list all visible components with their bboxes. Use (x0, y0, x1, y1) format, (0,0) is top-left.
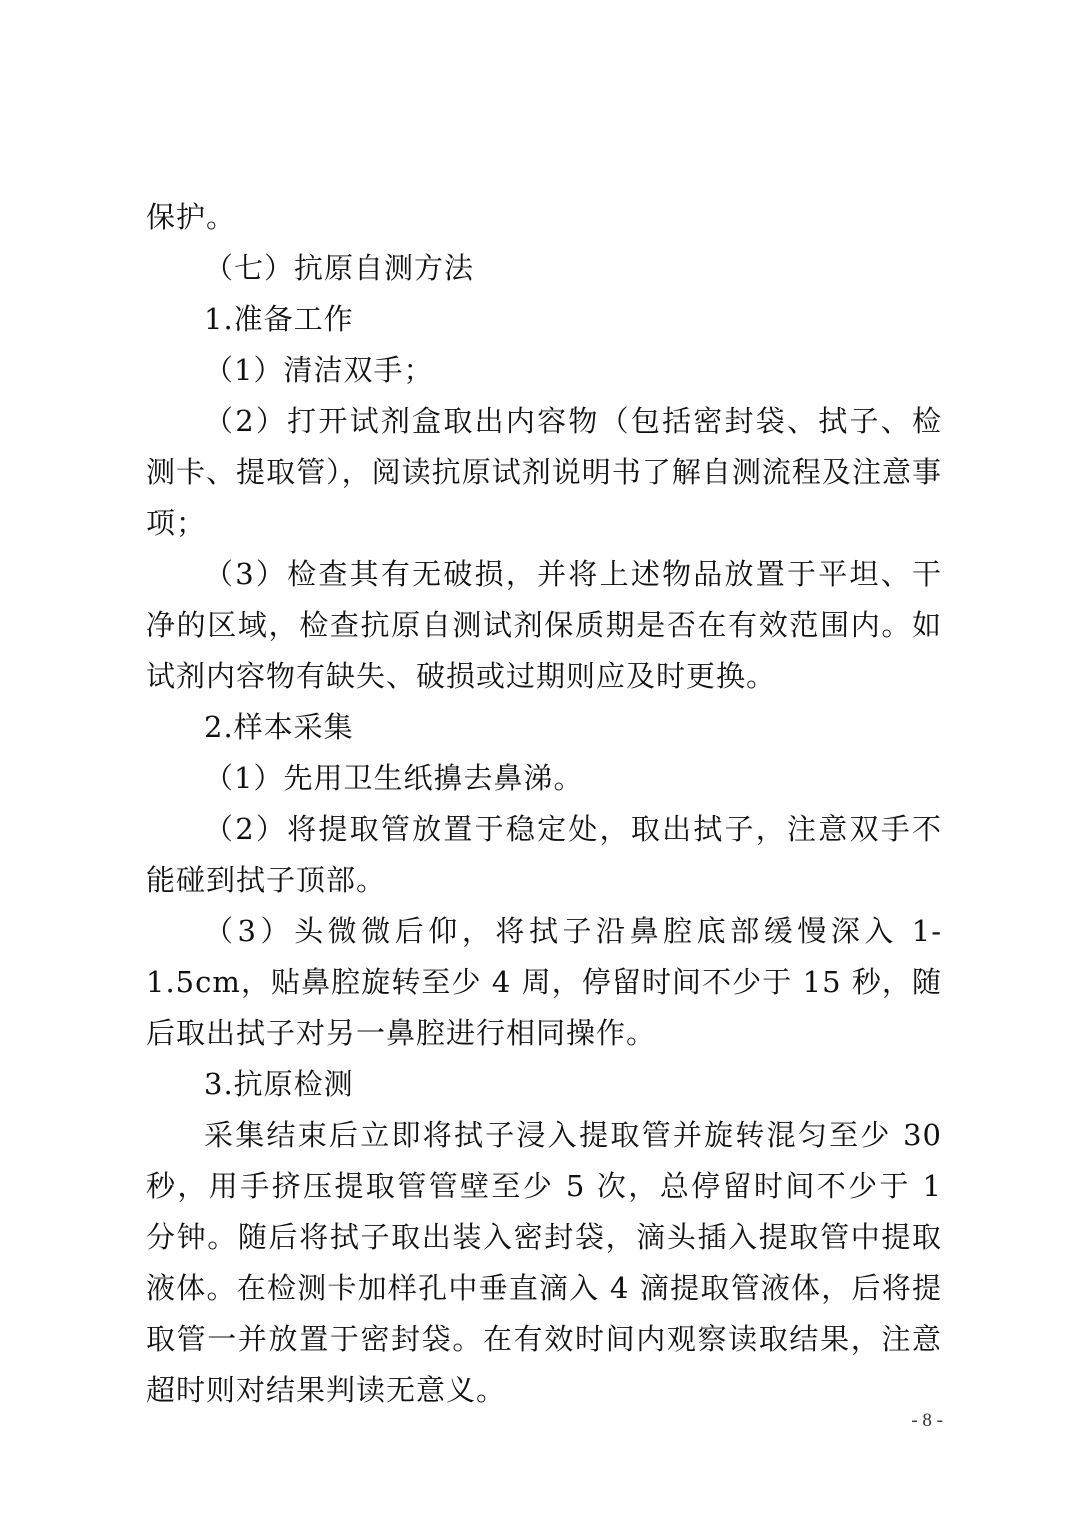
page-number: - 8 - (911, 1410, 943, 1431)
subheading-sample-collection: 2.样本采集 (204, 710, 354, 744)
document-body (146, 192, 942, 1416)
section-heading-antigen-self-test: （七）抗原自测方法 (204, 251, 475, 285)
paragraph-testing-procedure: 采集结束后立即将拭子浸入提取管并旋转混匀至少 30 秒，用手挤压提取管管壁至少 5 次，总停留时间不少于 1 分钟。随后将拭子取出装入密封袋，滴头插入提取管中提取液体。在检测卡加样孔中垂直滴入 4 滴提取管液体，后将提取管一并放置于密封袋。在有效时间内观察读取结果，注意超时则对结果判读无意义。 (146, 1118, 942, 1407)
step-check-items: （3）检查其有无破损，并将上述物品放置于平坦、干净的区域，检查抗原自测试剂保质期是否在有效范围内。如试剂内容物有缺失、破损或过期则应及时更换。 (146, 557, 942, 693)
subheading-preparation: 1.准备工作 (204, 302, 354, 336)
step-clean-hands: （1）清洁双手； (204, 353, 434, 387)
subheading-antigen-testing: 3.抗原检测 (204, 1067, 354, 1101)
step-open-kit: （2）打开试剂盒取出内容物（包括密封袋、拭子、检测卡、提取管），阅读抗原试剂说明书了解自测流程及注意事项； (146, 404, 942, 540)
step-blow-nose: （1）先用卫生纸擤去鼻涕。 (204, 761, 584, 795)
paragraph-continuation: 保护。 (146, 200, 237, 234)
step-take-swab: （2）将提取管放置于稳定处，取出拭子，注意双手不能碰到拭子顶部。 (146, 812, 942, 897)
step-nasal-swab: （3）头微微后仰，将拭子沿鼻腔底部缓慢深入 1-1.5cm，贴鼻腔旋转至少 4 周，停留时间不少于 15 秒，随后取出拭子对另一鼻腔进行相同操作。 (146, 914, 942, 1050)
